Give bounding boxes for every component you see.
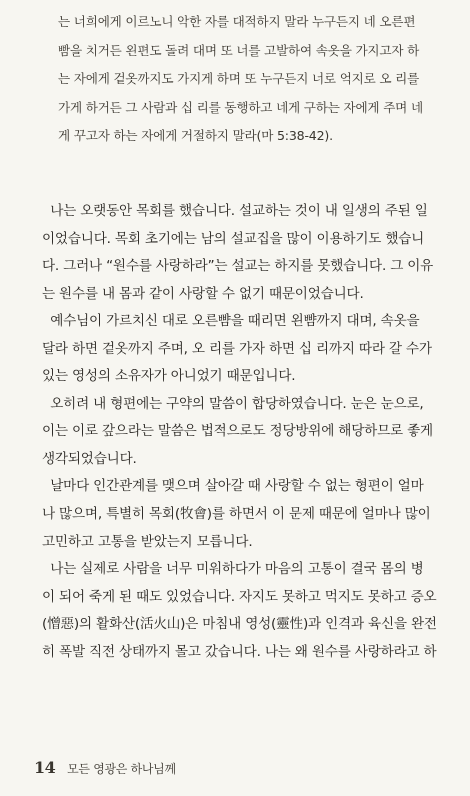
body-line: 있는 영성의 소유자가 아니었기 때문입니다. <box>42 368 296 385</box>
body-line: 이는 이로 갚으라는 말씀은 법적으로도 정당방위에 해당하므로 좋게 <box>42 423 433 440</box>
body-line: 이 되어 죽게 된 때도 있었습니다. 자지도 못하고 먹지도 못하고 증오 <box>42 588 437 605</box>
body-line: 예수님이 가르치신 대로 오른뺨을 때리면 왼뺨까지 대며, 속옷을 <box>42 313 420 330</box>
page-footer <box>34 758 176 777</box>
quote-line: 게 꾸고자 하는 자에게 거절하지 말라(마 5:38-42). <box>58 128 333 144</box>
body-line: 날마다 인간관계를 맺으며 살아갈 때 사랑할 수 없는 형편이 얼마 <box>42 478 424 495</box>
body-line: 달라 하면 겉옷까지 주며, 오 리를 가자 하면 십 리까지 따라 갈 수가 <box>42 340 432 357</box>
body-line: 다. 그러나 “원수를 사랑하라”는 설교는 하지를 못했습니다. 그 이유 <box>42 258 434 275</box>
quote-line: 가게 하거든 그 사람과 십 리를 동행하고 네게 구하는 자에게 주며 네 <box>58 99 423 115</box>
body-line: 는 원수를 내 몸과 같이 사랑할 수 없기 때문이었습니다. <box>42 285 364 302</box>
quote-line: 빰을 치거든 왼편도 돌려 대며 또 너를 고발하여 속옷을 가지고자 하 <box>58 42 420 58</box>
quote-line: 는 자에게 겉옷까지도 가지게 하며 또 누구든지 너로 억지로 오 리를 <box>58 71 420 87</box>
body-line: 오히려 내 형편에는 구약의 말씀이 합당하였습니다. 눈은 눈으로, <box>42 395 424 412</box>
body-line: 생각되었습니다. <box>42 450 137 467</box>
body-line: (憎惡)의 활화산(活火山)은 마침내 영성(靈性)과 인격과 육신을 완전 <box>42 616 437 633</box>
body-line: 히 폭발 직전 상태까지 몰고 갔습니다. 나는 왜 원수를 사랑하라고 하 <box>42 643 437 660</box>
body-line: 이었습니다. 목회 초기에는 남의 설교집을 많이 이용하기도 했습니 <box>42 230 425 247</box>
quote-line: 는 너희에게 이르노니 악한 자를 대적하지 말라 누구든지 네 오른편 <box>58 14 416 29</box>
body-line: 나 많으며, 특별히 목회(牧會)를 하면서 이 문제 때문에 얼마나 많이 <box>42 506 431 523</box>
body-text <box>42 198 452 666</box>
body-line: 고민하고 고통을 받았는지 모릅니다. <box>42 533 253 550</box>
body-line: 나는 실제로 사람을 너무 미워하다가 마음의 고통이 결국 몸의 병 <box>42 561 424 578</box>
scripture-quote <box>58 8 448 151</box>
body-line: 나는 오랫동안 목회를 했습니다. 설교하는 것이 내 일생의 주된 일 <box>42 203 428 219</box>
book-title: 모든 영광은 하나님께 <box>67 762 176 776</box>
page-number: 14 <box>34 758 56 777</box>
